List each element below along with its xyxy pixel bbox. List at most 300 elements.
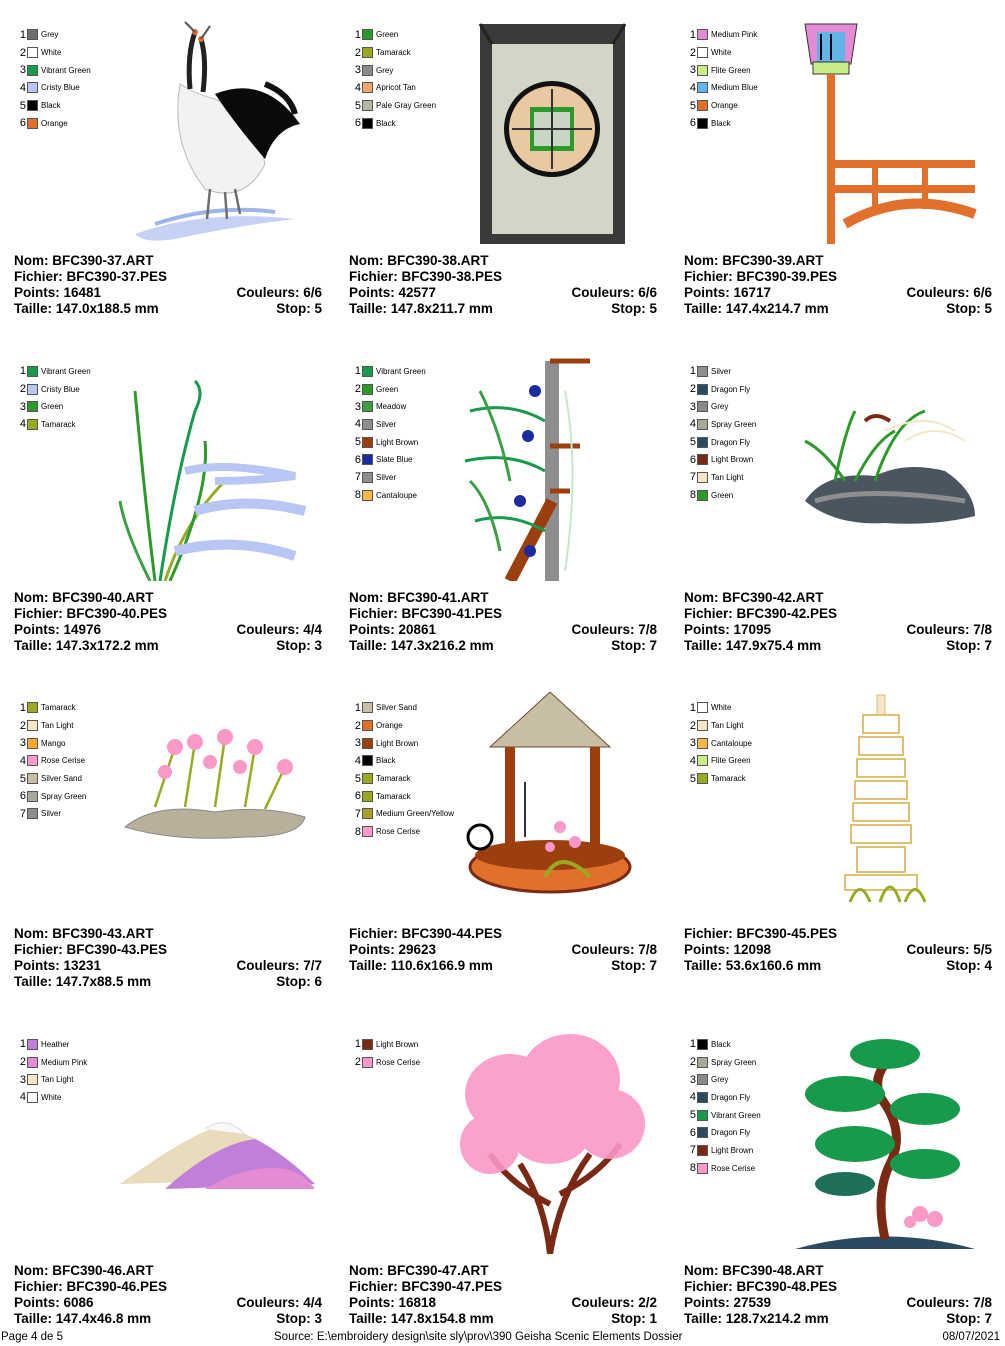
thread-name: Black: [376, 756, 396, 766]
design-size: Taille: 53.6x160.6 mm: [684, 958, 822, 973]
color-swatch: [362, 738, 373, 749]
stitch-count: Points: 13231: [14, 958, 102, 973]
thread-color-item: [353, 114, 436, 132]
thread-name: Medium Blue: [711, 83, 758, 93]
file-name: Fichier: BFC390-46.PES: [14, 1278, 168, 1294]
thread-color-item: [18, 380, 91, 398]
color-swatch: [362, 472, 373, 483]
thread-color-list: [688, 363, 756, 505]
thread-color-item: [353, 451, 426, 469]
thread-number: 2: [19, 46, 26, 59]
info-row: [14, 253, 322, 269]
thread-number: 5: [354, 772, 361, 785]
thread-number: 4: [689, 754, 696, 767]
design-info: [349, 590, 657, 654]
stop-count: Stop: 5: [276, 301, 322, 316]
color-swatch: [362, 702, 373, 713]
thread-number: 4: [689, 418, 696, 431]
thread-number: 3: [19, 737, 26, 750]
color-swatch: [697, 1039, 708, 1050]
design-info: [14, 1263, 322, 1327]
thread-color-item: [18, 114, 91, 132]
thread-name: Black: [711, 118, 731, 128]
color-count: Couleurs: 4/4: [236, 1294, 322, 1310]
info-row: [349, 638, 657, 654]
file-name: Fichier: BFC390-42.PES: [684, 605, 838, 621]
thread-number: 1: [354, 1038, 361, 1051]
design-name: Nom: BFC390-37.ART: [14, 253, 154, 268]
stop-count: Stop: 3: [276, 1310, 322, 1326]
thread-number: 6: [19, 117, 26, 130]
color-swatch: [362, 100, 373, 111]
info-row: [684, 1311, 992, 1327]
design-size: Taille: 147.9x75.4 mm: [684, 637, 822, 653]
thread-color-item: [353, 97, 436, 115]
color-swatch: [697, 366, 708, 377]
info-row: [684, 269, 992, 285]
thread-color-item: [688, 416, 756, 434]
thread-name: Black: [376, 118, 396, 128]
footer-page-number: Page 4 de 5: [1, 1331, 64, 1343]
color-swatch: [27, 791, 38, 802]
thread-name: Tan Light: [711, 472, 744, 482]
thread-number: 2: [354, 719, 361, 732]
thread-number: 4: [354, 754, 361, 767]
thread-color-item: [688, 469, 756, 487]
thread-name: Orange: [376, 721, 403, 731]
color-swatch: [362, 826, 373, 837]
thread-number: 1: [354, 28, 361, 41]
color-swatch: [362, 419, 373, 430]
thread-color-item: [18, 752, 86, 770]
info-row: [684, 958, 992, 974]
thread-color-item: [688, 1071, 761, 1089]
thread-number: 5: [689, 772, 696, 785]
thread-number: 3: [19, 1073, 26, 1086]
color-swatch: [697, 720, 708, 731]
thread-color-item: [353, 26, 436, 44]
design-size: Taille: 147.8x154.8 mm: [349, 1310, 494, 1326]
color-swatch: [697, 755, 708, 766]
thread-color-item: [353, 469, 426, 487]
stop-count: Stop: 1: [611, 1310, 657, 1326]
thread-name: Tamarack: [711, 774, 746, 784]
thread-name: Grey: [41, 30, 59, 40]
thread-number: 6: [689, 1126, 696, 1139]
color-swatch: [362, 47, 373, 58]
crane-icon: [115, 14, 315, 244]
thread-color-item: [688, 486, 756, 504]
thread-number: 3: [689, 1073, 696, 1086]
stitch-count: Points: 20861: [349, 621, 437, 637]
design-name: Nom: BFC390-38.ART: [349, 253, 489, 268]
color-count: Couleurs: 7/8: [571, 621, 657, 637]
file-name: Fichier: BFC390-38.PES: [349, 269, 503, 284]
thread-color-item: [18, 79, 91, 97]
color-swatch: [697, 401, 708, 412]
color-swatch: [697, 1127, 708, 1138]
thread-name: Black: [41, 101, 61, 111]
thread-color-item: [688, 734, 752, 752]
thread-color-item: [18, 1071, 87, 1089]
thread-name: Rose Cerise: [41, 756, 86, 766]
thread-number: 3: [689, 400, 696, 413]
thread-name: Grey: [711, 402, 729, 412]
rock-grass-icon: [785, 351, 985, 581]
thread-color-item: [688, 770, 752, 788]
thread-name: White: [711, 48, 732, 58]
info-row: [349, 1295, 657, 1311]
thread-color-item: [688, 1089, 761, 1107]
design-size: Taille: 128.7x214.2 mm: [684, 1310, 829, 1326]
thread-color-item: [353, 44, 436, 62]
wishing-well-icon: [450, 687, 650, 917]
footer-date: 08/07/2021: [942, 1331, 1000, 1343]
thread-number: 4: [19, 81, 26, 94]
color-swatch: [697, 702, 708, 713]
pagoda-icon: [785, 687, 985, 917]
color-swatch: [697, 1110, 708, 1121]
thread-color-list: [18, 699, 86, 823]
design-info: [349, 1263, 657, 1327]
color-swatch: [697, 384, 708, 395]
thread-number: 1: [19, 28, 26, 41]
info-row: [349, 1263, 657, 1279]
file-name: Fichier: BFC390-44.PES: [349, 926, 503, 941]
info-row: [684, 1279, 992, 1295]
info-row: [14, 301, 322, 317]
thread-color-item: [688, 1053, 761, 1071]
thread-color-item: [18, 717, 86, 735]
thread-color-item: [353, 79, 436, 97]
thread-color-list: [688, 26, 758, 132]
design-size: Taille: 147.4x214.7 mm: [684, 301, 829, 316]
color-swatch: [697, 65, 708, 76]
design-info: [14, 253, 322, 317]
thread-color-item: [18, 1053, 87, 1071]
color-swatch: [362, 82, 373, 93]
color-count: Couleurs: 6/6: [906, 285, 992, 300]
thread-number: 2: [689, 1056, 696, 1069]
thread-name: Tamarack: [41, 419, 76, 429]
design-card: [335, 1010, 670, 1346]
thread-name: Tamarack: [376, 48, 411, 58]
info-row: [14, 1263, 322, 1279]
design-info: [684, 253, 992, 317]
info-row: [684, 622, 992, 638]
color-count: Couleurs: 6/6: [571, 285, 657, 300]
info-row: [684, 606, 992, 622]
info-row: [349, 301, 657, 317]
info-row: [349, 590, 657, 606]
color-swatch: [362, 720, 373, 731]
color-swatch: [27, 1039, 38, 1050]
thread-number: 7: [354, 807, 361, 820]
design-name: Nom: BFC390-39.ART: [684, 253, 824, 268]
thread-color-item: [18, 416, 91, 434]
info-row: [684, 1263, 992, 1279]
color-swatch: [27, 738, 38, 749]
stitch-count: Points: 16481: [14, 285, 102, 300]
thread-name: Medium Pink: [41, 1057, 88, 1067]
design-name: Nom: BFC390-40.ART: [14, 589, 154, 605]
color-count: Couleurs: 7/8: [906, 1294, 992, 1310]
thread-color-item: [18, 398, 91, 416]
thread-color-item: [353, 398, 426, 416]
color-swatch: [27, 65, 38, 76]
design-info: [684, 590, 992, 654]
stop-count: Stop: 7: [946, 637, 992, 653]
thread-color-item: [688, 114, 758, 132]
stop-count: Stop: 5: [611, 301, 657, 316]
color-swatch: [362, 808, 373, 819]
thread-name: Orange: [41, 118, 68, 128]
color-swatch: [697, 1074, 708, 1085]
thread-number: 3: [354, 737, 361, 750]
info-row: [684, 253, 992, 269]
thread-color-item: [353, 1053, 420, 1071]
info-row: [684, 926, 992, 942]
color-swatch: [27, 100, 38, 111]
thread-name: Silver: [711, 366, 732, 376]
info-row: [349, 253, 657, 269]
info-row: [684, 942, 992, 958]
footer-source-path: Source: E:\embroidery design\site sly\prov\390 Geisha Scenic Elements Dossier: [274, 1331, 683, 1343]
color-swatch: [697, 1092, 708, 1103]
color-swatch: [697, 118, 708, 129]
color-swatch: [27, 384, 38, 395]
info-row: [14, 974, 322, 990]
thread-color-item: [18, 805, 86, 823]
thread-color-item: [688, 717, 752, 735]
thread-name: Silver: [376, 419, 397, 429]
thread-name: Tan Light: [711, 721, 744, 731]
design-size: Taille: 147.3x172.2 mm: [14, 637, 159, 653]
thread-number: 2: [19, 1056, 26, 1069]
thread-color-item: [688, 61, 758, 79]
thread-number: 8: [689, 489, 696, 502]
color-count: Couleurs: 5/5: [906, 942, 992, 957]
thread-number: 5: [19, 99, 26, 112]
design-name: Nom: BFC390-42.ART: [684, 589, 824, 605]
info-row: [349, 1279, 657, 1295]
thread-name: Vibrant Green: [711, 1110, 761, 1120]
design-card: [670, 0, 1005, 336]
color-swatch: [697, 773, 708, 784]
stitch-count: Points: 27539: [684, 1294, 772, 1310]
thread-number: 7: [19, 807, 26, 820]
color-swatch: [697, 47, 708, 58]
info-row: [14, 638, 322, 654]
thread-color-item: [353, 61, 436, 79]
info-row: [14, 622, 322, 638]
thread-number: 5: [354, 436, 361, 449]
info-row: [14, 958, 322, 974]
thread-number: 2: [354, 1056, 361, 1069]
stop-count: Stop: 7: [611, 637, 657, 653]
thread-name: Light Brown: [711, 455, 754, 465]
thread-color-item: [688, 1036, 761, 1054]
thread-name: Cristy Blue: [41, 384, 80, 394]
design-info: [14, 590, 322, 654]
thread-number: 3: [689, 737, 696, 750]
design-name: Nom: BFC390-41.ART: [349, 589, 489, 605]
thread-number: 4: [19, 418, 26, 431]
thread-number: 5: [689, 1109, 696, 1122]
color-swatch: [362, 65, 373, 76]
color-swatch: [27, 755, 38, 766]
thread-number: 7: [354, 471, 361, 484]
thread-number: 3: [19, 64, 26, 77]
info-row: [349, 942, 657, 958]
thread-name: Mango: [41, 738, 66, 748]
stop-count: Stop: 4: [946, 958, 992, 973]
color-swatch: [27, 808, 38, 819]
info-row: [684, 638, 992, 654]
thread-color-list: [688, 699, 752, 787]
info-row: [14, 269, 322, 285]
moon-window-icon: [450, 14, 650, 244]
thread-number: 2: [19, 383, 26, 396]
info-row: [684, 1295, 992, 1311]
info-row: [349, 285, 657, 301]
color-swatch: [697, 472, 708, 483]
thread-name: Vibrant Green: [376, 366, 426, 376]
thread-number: 5: [689, 99, 696, 112]
thread-number: 1: [19, 365, 26, 378]
thread-color-item: [688, 1124, 761, 1142]
thread-name: White: [711, 703, 732, 713]
thread-number: 4: [689, 81, 696, 94]
design-info: [349, 926, 657, 974]
thread-number: 1: [354, 365, 361, 378]
thread-color-item: [688, 699, 752, 717]
stitch-count: Points: 16818: [349, 1294, 437, 1310]
thread-number: 3: [354, 400, 361, 413]
thread-name: Dragon Fly: [711, 437, 751, 447]
design-size: Taille: 147.4x46.8 mm: [14, 1310, 152, 1326]
thread-color-list: [18, 26, 91, 132]
design-card: [335, 337, 670, 673]
stitch-count: Points: 17095: [684, 621, 772, 637]
stitch-count: Points: 42577: [349, 285, 437, 300]
color-swatch: [697, 1163, 708, 1174]
design-card: [335, 673, 670, 1009]
thread-name: Green: [376, 30, 399, 40]
design-card: [0, 673, 335, 1009]
thread-name: Cantaloupe: [376, 490, 417, 500]
thread-name: Slate Blue: [376, 455, 413, 465]
thread-color-item: [18, 770, 86, 788]
stop-count: Stop: 7: [611, 958, 657, 973]
thread-number: 4: [354, 418, 361, 431]
thread-name: Apricot Tan: [376, 83, 416, 93]
thread-number: 1: [689, 701, 696, 714]
thread-color-list: [353, 26, 436, 132]
thread-color-list: [353, 699, 454, 841]
thread-name: Silver: [376, 472, 397, 482]
color-swatch: [27, 47, 38, 58]
thread-name: Dragon Fly: [711, 1128, 751, 1138]
info-row: [684, 301, 992, 317]
info-row: [349, 926, 657, 942]
thread-color-list: [18, 1036, 87, 1107]
thread-name: Spray Green: [711, 419, 757, 429]
color-swatch: [362, 401, 373, 412]
info-row: [349, 1311, 657, 1327]
design-name: Nom: BFC390-46.ART: [14, 1262, 154, 1278]
lantern-bridge-icon: [785, 14, 985, 244]
stop-count: Stop: 5: [946, 301, 992, 316]
color-swatch: [697, 82, 708, 93]
design-size: Taille: 147.8x211.7 mm: [349, 301, 493, 316]
color-swatch: [27, 419, 38, 430]
thread-color-item: [688, 97, 758, 115]
thread-color-item: [18, 734, 86, 752]
thread-number: 8: [689, 1162, 696, 1175]
design-name: Nom: BFC390-43.ART: [14, 926, 154, 941]
design-card: [670, 673, 1005, 1009]
color-swatch: [362, 490, 373, 501]
thread-color-item: [353, 805, 454, 823]
thread-name: Medium Green/Yellow: [376, 809, 454, 819]
stitch-count: Points: 29623: [349, 942, 437, 957]
thread-color-item: [18, 1036, 87, 1054]
thread-color-list: [18, 363, 91, 434]
thread-number: 2: [354, 383, 361, 396]
stop-count: Stop: 3: [276, 637, 322, 653]
info-row: [349, 269, 657, 285]
thread-color-item: [353, 752, 454, 770]
file-name: Fichier: BFC390-40.PES: [14, 605, 168, 621]
thread-color-item: [688, 1106, 761, 1124]
thread-color-item: [353, 416, 426, 434]
color-swatch: [27, 401, 38, 412]
color-swatch: [362, 791, 373, 802]
thread-number: 6: [354, 453, 361, 466]
color-swatch: [27, 82, 38, 93]
thread-color-list: [353, 363, 426, 505]
thread-number: 7: [689, 1144, 696, 1157]
stitch-count: Points: 16717: [684, 285, 772, 300]
thread-color-item: [18, 26, 91, 44]
color-swatch: [27, 29, 38, 40]
color-count: Couleurs: 7/7: [236, 958, 322, 973]
stop-count: Stop: 7: [946, 1310, 992, 1326]
design-size: Taille: 147.7x88.5 mm: [14, 974, 152, 989]
design-info: [14, 926, 322, 990]
color-swatch: [27, 118, 38, 129]
thread-color-item: [688, 752, 752, 770]
thread-color-item: [18, 44, 91, 62]
file-name: Fichier: BFC390-39.PES: [684, 269, 838, 284]
color-swatch: [27, 1074, 38, 1085]
info-row: [14, 1311, 322, 1327]
color-swatch: [697, 490, 708, 501]
color-swatch: [27, 1057, 38, 1068]
thread-color-item: [353, 734, 454, 752]
file-name: Fichier: BFC390-45.PES: [684, 926, 838, 941]
file-name: Fichier: BFC390-37.PES: [14, 269, 168, 284]
thread-number: 2: [689, 383, 696, 396]
design-card: [0, 337, 335, 673]
color-swatch: [27, 366, 38, 377]
thread-color-item: [353, 699, 454, 717]
info-row: [14, 926, 322, 942]
thread-name: Meadow: [376, 402, 407, 412]
thread-name: Grey: [711, 1075, 729, 1085]
design-size: Taille: 147.0x188.5 mm: [14, 301, 159, 316]
